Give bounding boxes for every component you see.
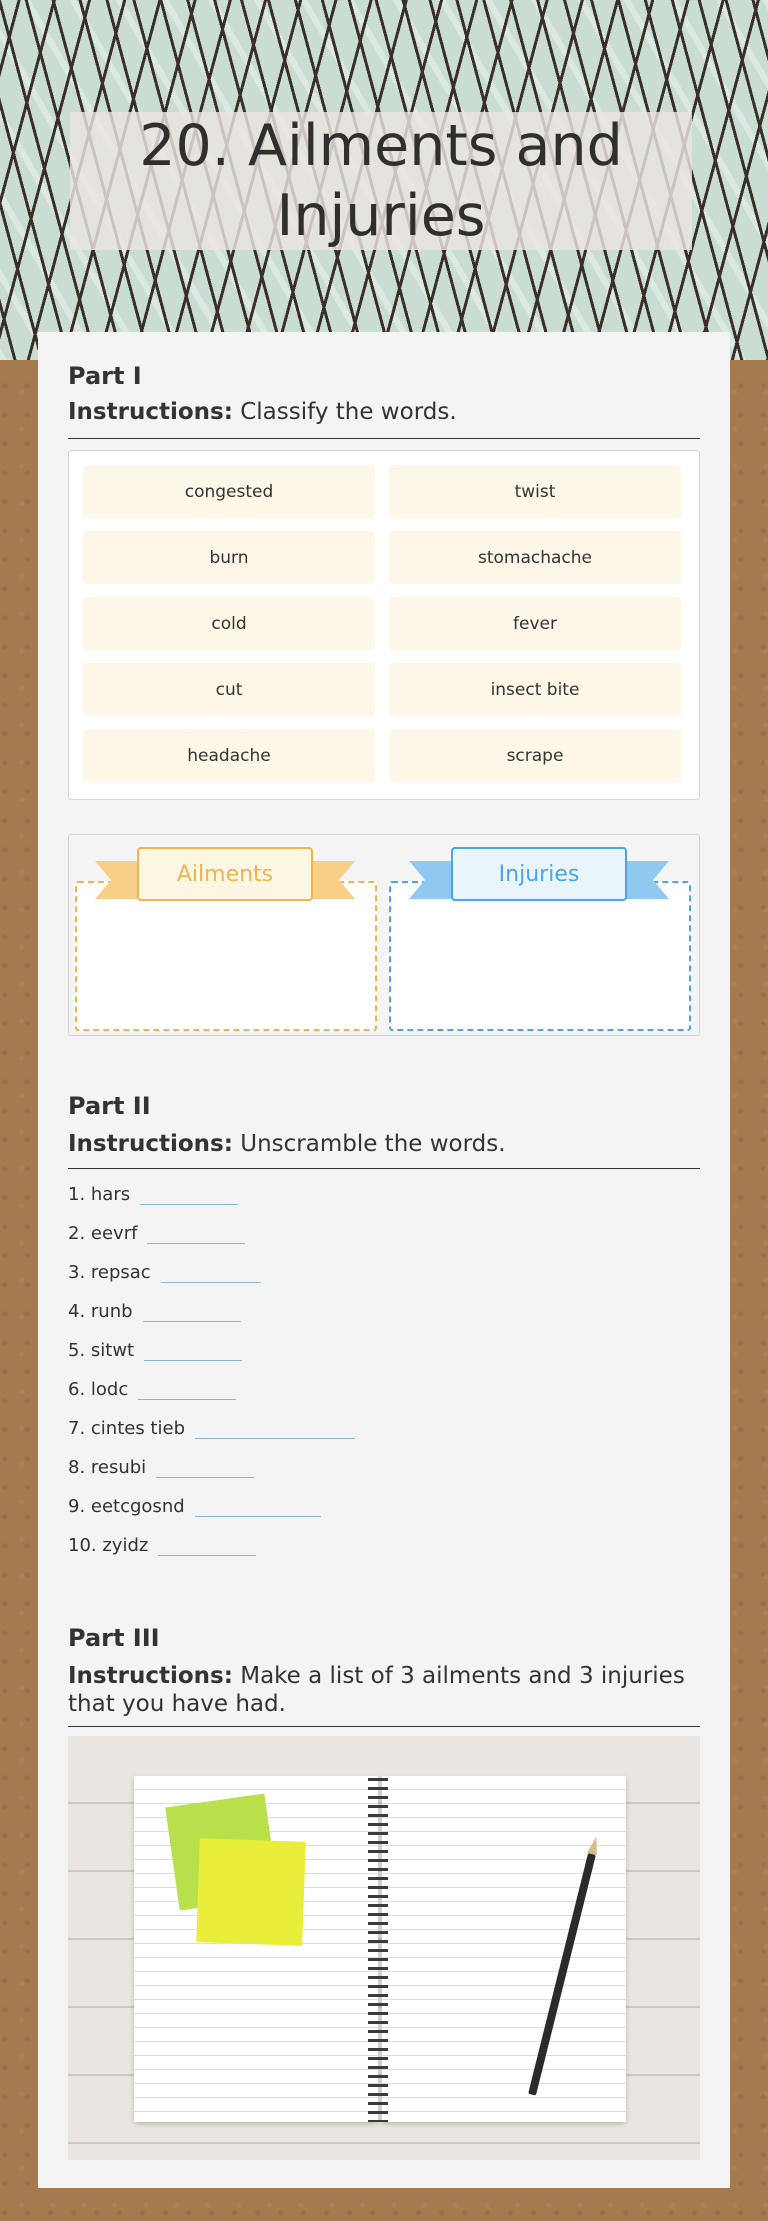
word-chip[interactable]: fever	[389, 597, 681, 650]
notebook-spiral	[368, 1778, 388, 2122]
word-bank	[68, 450, 700, 800]
sticky-note-icon	[196, 1838, 306, 1946]
answer-blank[interactable]	[161, 1260, 261, 1283]
scramble-item	[68, 1416, 355, 1439]
instructions-label: Instructions:	[68, 1663, 233, 1689]
page-title: 20. Ailments and Injuries	[139, 113, 623, 249]
scrambled-word: 2. eevrf	[68, 1223, 138, 1244]
notebook-right-page	[382, 1776, 626, 2122]
answer-blank[interactable]	[195, 1494, 321, 1517]
part3-instructions	[68, 1662, 700, 1718]
header-banner	[0, 0, 768, 360]
part3-title: Part III	[68, 1624, 160, 1652]
word-chip[interactable]: stomachache	[389, 531, 681, 584]
part2-instructions	[68, 1130, 700, 1158]
instructions-label: Instructions:	[68, 1131, 233, 1157]
scrambled-word: 5. sitwt	[68, 1340, 135, 1361]
answer-blank[interactable]	[138, 1377, 236, 1400]
answer-blank[interactable]	[143, 1299, 241, 1322]
answer-blank[interactable]	[144, 1338, 242, 1361]
answer-blank[interactable]	[156, 1455, 254, 1478]
scrambled-word: 8. resubi	[68, 1457, 147, 1478]
instructions-text: Classify the words.	[232, 399, 457, 425]
scramble-item	[68, 1260, 261, 1283]
ailments-ribbon	[95, 847, 355, 905]
scramble-item	[68, 1221, 245, 1244]
scrambled-word: 3. repsac	[68, 1262, 151, 1283]
answer-blank[interactable]	[158, 1533, 256, 1556]
scramble-item	[68, 1494, 321, 1517]
answer-blank[interactable]	[147, 1221, 245, 1244]
scrambled-word: 9. eetcgosnd	[68, 1496, 185, 1517]
word-chip[interactable]: congested	[83, 465, 375, 518]
word-chip[interactable]: headache	[83, 729, 375, 782]
scramble-item	[68, 1299, 241, 1322]
word-chip[interactable]: scrape	[389, 729, 681, 782]
word-chip[interactable]: insect bite	[389, 663, 681, 716]
scramble-item	[68, 1338, 242, 1361]
injuries-label: Injuries	[451, 847, 627, 901]
divider	[68, 1726, 700, 1727]
word-chip[interactable]: burn	[83, 531, 375, 584]
scrambled-word: 1. hars	[68, 1184, 131, 1205]
word-chip[interactable]: twist	[389, 465, 681, 518]
scramble-item	[68, 1533, 256, 1556]
part2-title: Part II	[68, 1092, 151, 1120]
scrambled-word: 4. runb	[68, 1301, 133, 1322]
scrambled-word: 6. lodc	[68, 1379, 129, 1400]
instructions-label: Instructions:	[68, 399, 233, 425]
worksheet-card	[38, 332, 730, 2188]
scrambled-word: 7. cintes tieb	[68, 1418, 185, 1439]
instructions-text: Make a list of 3 ailments and 3 injuries that you have had.	[68, 1663, 685, 1717]
answer-blank[interactable]	[140, 1182, 238, 1205]
part1-instructions	[68, 398, 700, 426]
part1-title: Part I	[68, 362, 142, 390]
title-box	[70, 112, 692, 250]
ailments-label: Ailments	[137, 847, 313, 901]
divider	[68, 1168, 700, 1169]
word-chip[interactable]: cut	[83, 663, 375, 716]
notebook-photo-image	[68, 1736, 700, 2160]
scrambled-word: 10. zyidz	[68, 1535, 149, 1556]
answer-blank[interactable]	[195, 1416, 355, 1439]
injuries-ribbon	[409, 847, 669, 905]
scramble-item	[68, 1455, 254, 1478]
scramble-item	[68, 1377, 236, 1400]
word-chip[interactable]: cold	[83, 597, 375, 650]
instructions-text: Unscramble the words.	[232, 1131, 506, 1157]
classification-area	[68, 834, 700, 1036]
divider	[68, 438, 700, 439]
scramble-item	[68, 1182, 238, 1205]
